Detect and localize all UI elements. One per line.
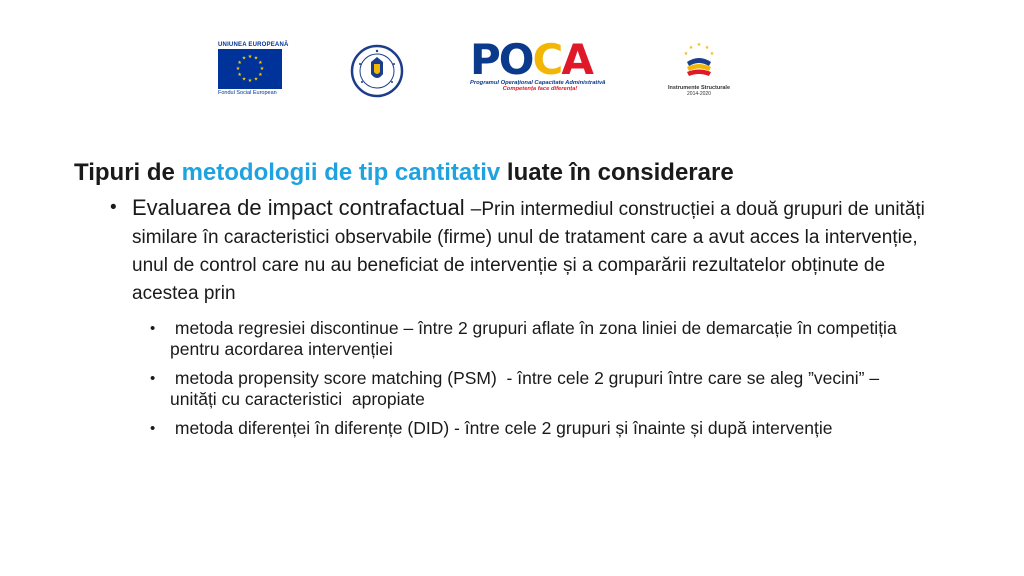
sub-bullet xyxy=(150,318,930,360)
sub-bullet-list xyxy=(150,318,930,439)
bullet-icon: • xyxy=(150,420,156,437)
main-bullet xyxy=(110,194,952,308)
poca-tagline: Competența face diferența! xyxy=(502,86,578,92)
main-bullet-text: –Prin intermediul construcției a două grupuri de unități similare în caracteristici observabile (firme) unul de tratament care a avut acces la intervenție, unul de control care nu au beneficiat de intervenție și a comparării rezultatelor obținute de acestea prin xyxy=(132,199,925,304)
svg-text:★: ★ xyxy=(241,55,247,62)
instrumente-structurale-icon xyxy=(679,40,719,80)
slide-title: Tipuri de metodologii de tip cantitativ luate în considerare xyxy=(74,159,734,186)
logo-bar xyxy=(0,0,1024,110)
instrumente-structurale-logo xyxy=(664,40,734,102)
poca-logo xyxy=(470,35,610,100)
sub-bullet xyxy=(150,368,930,410)
svg-text:★: ★ xyxy=(683,51,689,57)
svg-text:★: ★ xyxy=(237,72,242,78)
instrumente-years: 2014-2020 xyxy=(687,91,711,97)
bullet-icon: • xyxy=(150,370,156,387)
svg-text:★: ★ xyxy=(259,66,265,72)
svg-text:★: ★ xyxy=(709,51,715,57)
poca-wordmark: P O C A xyxy=(470,35,592,84)
sub-bullet xyxy=(150,418,930,439)
svg-text:★: ★ xyxy=(688,45,694,51)
eu-flag-icon xyxy=(218,49,282,89)
bullet-icon: • xyxy=(110,197,117,218)
guvernul-romaniei-logo xyxy=(350,44,404,98)
svg-text:★: ★ xyxy=(247,54,253,60)
svg-text:★: ★ xyxy=(704,45,710,51)
sub-bullet-text: metoda regresiei discontinue – între 2 grupuri aflate în zona liniei de demarcație în competiția pentru acordarea intervenției xyxy=(170,318,902,359)
svg-text:★: ★ xyxy=(247,78,253,84)
sub-bullet-text: metoda propensity score matching (PSM) - între cele 2 grupuri între care se aleg ”vecini” – unități cu caracteristici apropiate xyxy=(170,368,884,409)
sub-bullet-text: metoda diferenței în diferențe (DID) - între cele 2 grupuri și înainte și după intervenție xyxy=(170,418,833,438)
government-seal-icon xyxy=(350,44,404,98)
svg-text:★: ★ xyxy=(258,60,263,66)
svg-text:★: ★ xyxy=(237,60,242,66)
instrumente-title: Instrumente Structurale xyxy=(667,85,731,91)
svg-text:★: ★ xyxy=(241,76,247,83)
svg-text:★: ★ xyxy=(258,72,263,78)
main-bullet-lead: Evaluarea de impact contrafactual xyxy=(132,195,471,220)
eu-logo xyxy=(218,42,289,98)
svg-text:★: ★ xyxy=(253,76,259,83)
svg-text:★: ★ xyxy=(253,55,259,62)
svg-text:★: ★ xyxy=(235,66,241,72)
title-highlight: metodologii de tip cantitativ xyxy=(181,159,501,186)
eu-logo-bottom-text: Fondul Social European xyxy=(218,90,277,96)
svg-text:★: ★ xyxy=(696,42,702,48)
bullet-icon: • xyxy=(150,320,156,337)
poca-subtitle: Programul Operațional Capacitate Administrativă xyxy=(470,80,606,86)
slide-content xyxy=(74,158,954,447)
eu-logo-top-text: UNIUNEA EUROPEANĂ xyxy=(218,42,289,48)
